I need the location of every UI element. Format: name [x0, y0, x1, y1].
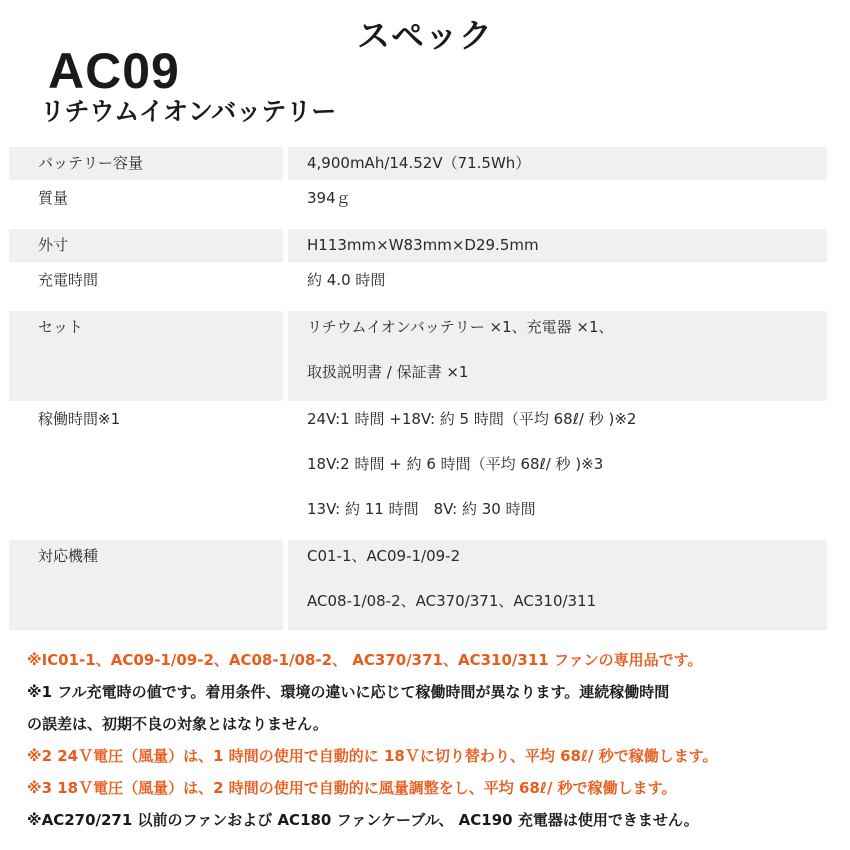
spec-row-weight	[9, 182, 827, 227]
spec-value-text: 24V:1 時間 +18V: 約 5 時間（平均 68ℓ/ 秒 )※2	[307, 410, 637, 428]
spec-table	[9, 147, 827, 632]
spec-value-text: 4,900mAh/14.52V（71.5Wh）	[307, 154, 531, 172]
spec-value-text: 約 4.0 時間	[307, 271, 386, 289]
spec-row-charge-time	[9, 264, 827, 309]
spec-row-compatible-models	[9, 540, 827, 630]
spec-label-text: 充電時間	[38, 271, 99, 289]
spec-value-text: C01-1、AC09-1/09-2	[307, 547, 461, 565]
spec-value-text: 394ｇ	[307, 189, 351, 207]
page-heading: スペック	[357, 16, 493, 55]
spec-row-set	[9, 311, 827, 401]
note-2: ※2 24Ｖ電圧（風量）は、1 時間の使用で自動的に 18Ｖに切り替わり、平均 68ℓ/ 秒で稼働します。	[27, 747, 718, 765]
spec-value	[288, 403, 827, 538]
spec-label-text: 対応機種	[38, 547, 99, 565]
spec-label-text: 質量	[38, 189, 69, 207]
spec-value	[288, 540, 827, 630]
product-subtitle: リチウムイオンバッテリー	[40, 97, 337, 126]
spec-value	[288, 182, 827, 227]
spec-value-text: リチウムイオンバッテリー ×1、充電器 ×1、	[307, 318, 614, 336]
notes-section	[27, 644, 837, 836]
spec-label-text: バッテリー容量	[38, 154, 144, 172]
spec-value	[288, 311, 827, 401]
spec-label	[9, 229, 283, 262]
spec-value-text: 18V:2 時間 + 約 6 時間（平均 68ℓ/ 秒 )※3	[307, 455, 604, 473]
spec-row-capacity	[9, 147, 827, 180]
spec-label	[9, 403, 283, 538]
spec-value	[288, 264, 827, 309]
note-dedicated-fans: ※IC01-1、AC09-1/09-2、AC08-1/08-2、 AC370/371、AC310/311 ファンの専用品です。	[27, 651, 703, 669]
note-1-continued: の誤差は、初期不良の対象とはなりません。	[27, 715, 328, 733]
spec-label	[9, 264, 283, 309]
spec-row-run-time	[9, 403, 827, 538]
spec-label	[9, 540, 283, 630]
spec-label	[9, 147, 283, 180]
spec-label-text: 稼働時間※1	[38, 410, 121, 428]
spec-row-dimensions	[9, 229, 827, 262]
spec-value	[288, 147, 827, 180]
spec-label-text: セット	[38, 318, 84, 336]
note-3: ※3 18Ｖ電圧（風量）は、2 時間の使用で自動的に風量調整をし、平均 68ℓ/ 秒で稼働します。	[27, 779, 677, 797]
spec-label	[9, 182, 283, 227]
spec-label-text: 外寸	[38, 236, 69, 254]
note-incompatible: ※AC270/271 以前のファンおよび AC180 ファンケーブル、 AC190 充電器は使用できません。	[27, 811, 699, 829]
spec-value-text: 取扱説明書 / 保証書 ×1	[307, 363, 469, 381]
note-1: ※1 フル充電時の値です。着用条件、環境の違いに応じて稼働時間が異なります。連続稼働時間	[27, 683, 670, 701]
spec-value-text: AC08-1/08-2、AC370/371、AC310/311	[307, 592, 597, 610]
product-model: AC09	[48, 43, 180, 99]
spec-value	[288, 229, 827, 262]
spec-label	[9, 311, 283, 401]
spec-value-text: H113mm×W83mm×D29.5mm	[307, 236, 539, 254]
spec-value-text: 13V: 約 11 時間 8V: 約 30 時間	[307, 500, 536, 518]
